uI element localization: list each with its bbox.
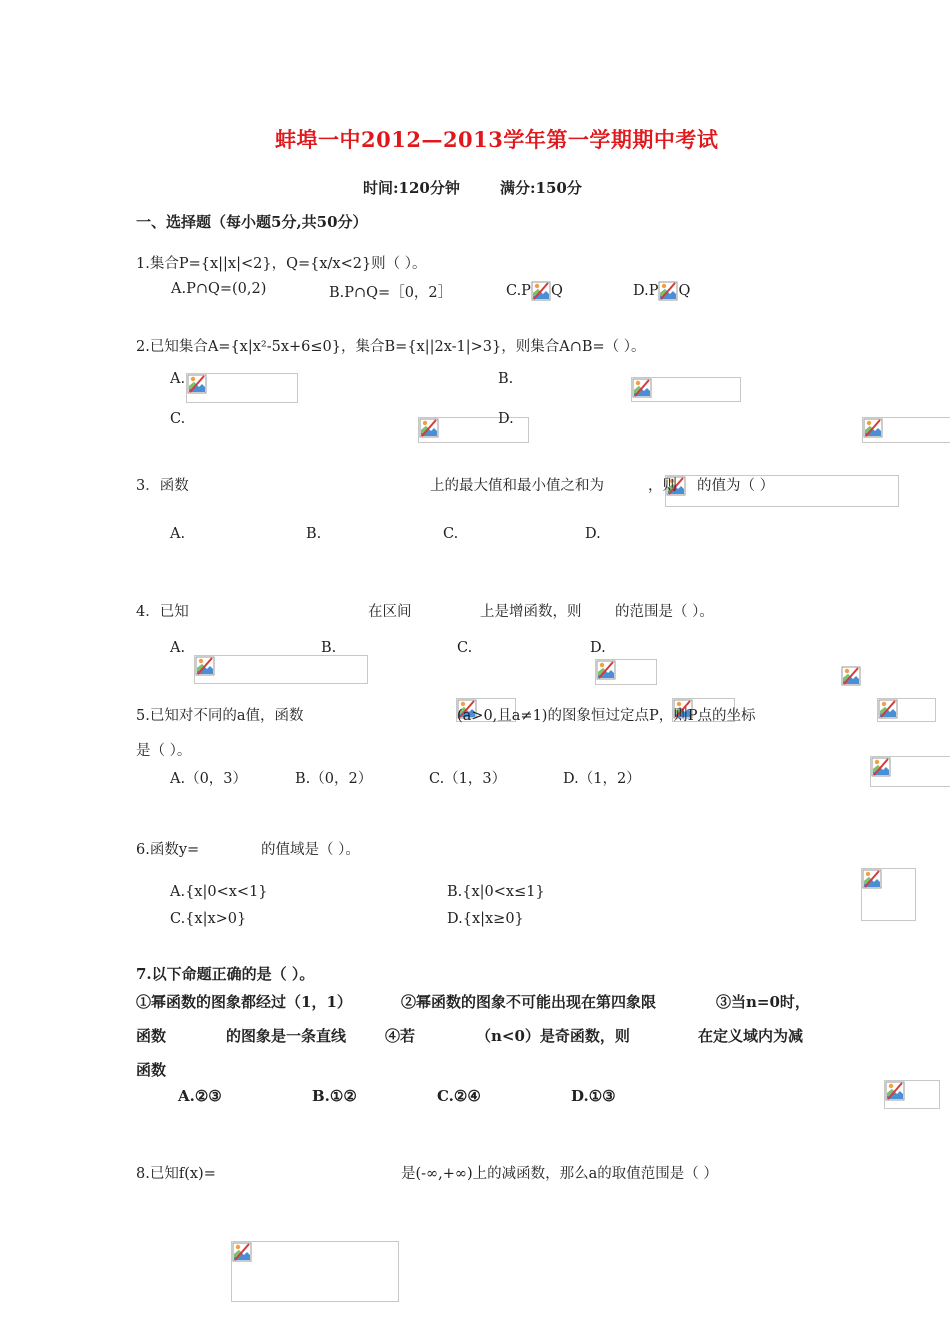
page-title: 蚌埠一中2012—2013学年第一学期期中考试 [275,127,719,152]
q5-prefix: 5.已知对不同的a值，函数 [136,708,304,724]
q7-option-d: D.①③ [571,1087,616,1105]
q3-option-a-label: A. [170,526,186,542]
q6-option-b: B.{x|0<x≤1} [447,884,545,900]
formula-image-icon [631,377,741,402]
exam-time: 时间:120分钟 [363,179,460,197]
q2-stem: 2.已知集合A={x|x²-5x+6≤0}，集合B={x||2x-1|>3}，则集合A∩B=（ ）。 [136,339,646,355]
q7-option-a: A.②③ [178,1087,222,1105]
q2-option-a-label: A. [170,371,186,387]
q5-suffix: (a>0,且a≠1)的图象恒过定点P，则P点的坐标 [457,708,756,724]
q1-option-b: B.P∩Q=［0，2］ [329,285,453,301]
q1-stem: 1.集合P={x||x|<2}，Q={x/x<2}则（ ）。 [136,256,427,272]
q5-option-a: A.（0，3） [170,771,248,787]
q3-option-c-label: C. [443,526,459,542]
q2-option-c-label: C. [170,411,186,427]
formula-image-icon [862,417,950,443]
q7-line2-e: 在定义域内为减 [698,1027,804,1045]
q6-option-a: A.{x|0<x<1} [170,884,268,900]
formula-image-icon [658,281,678,301]
q7-proposition-2: ②幂函数的图象不可能出现在第四象限 [401,993,657,1011]
q7-proposition-3: ③当n=0时， [716,993,810,1011]
q7-proposition-1: ①幂函数的图象都经过（1，1） [136,993,352,1011]
q1-option-d: D.P Q [633,283,691,299]
q7-line2-d: （n<0）是奇函数，则 [476,1027,630,1045]
formula-image-icon [186,373,298,403]
q4-middle-1: 在区间 [368,604,412,620]
exam-score: 满分:150分 [500,179,582,197]
q8-prefix: 8.已知f(x)= [136,1166,216,1182]
q3-suffix: 的值为（ ） [697,478,775,494]
formula-image-icon [841,666,861,686]
q5-option-d: D.（1，2） [563,771,641,787]
q6-prefix: 6.函数y= [136,842,200,858]
q4-option-a-label: A. [170,640,186,656]
q7-stem: 7.以下命题正确的是（ ）。 [136,965,315,983]
q2-option-b-label: B. [498,371,514,387]
q5-option-b: B.（0，2） [295,771,373,787]
formula-image-icon [884,1080,940,1109]
formula-image-icon [231,1241,399,1302]
q5-option-c: C.（1，3） [429,771,507,787]
q7-option-b: B.①② [312,1087,357,1105]
formula-image-icon [531,281,551,301]
q7-option-c: C.②④ [437,1087,481,1105]
q4-middle-2: 上是增函数，则 [480,604,582,620]
formula-image-icon [870,756,950,787]
formula-image-icon [595,659,657,685]
q4-prefix: 4．已知 [136,604,189,620]
q1-option-c: C.P Q [506,283,563,299]
q3-middle-1: 上的最大值和最小值之和为 [430,478,604,494]
formula-image-icon [877,698,936,722]
section-heading: 一、选择题（每小题5分,共50分） [136,213,368,231]
q3-prefix: 3．函数 [136,478,189,494]
q6-option-c: C.{x|x>0} [170,911,247,927]
formula-image-icon [861,868,916,921]
q4-option-c-label: C. [457,640,473,656]
q4-option-d-label: D. [590,640,606,656]
q7-line3: 函数 [136,1061,167,1079]
q6-suffix: 的值域是（ ）。 [261,842,360,858]
q3-option-b-label: B. [306,526,322,542]
q3-middle-2: ，则 [648,478,677,494]
q4-option-b-label: B. [321,640,337,656]
q1-option-a: A.P∩Q=(0,2) [171,281,267,297]
q7-proposition-4: ④若 [385,1027,416,1045]
q7-line2-a: 函数 [136,1027,167,1045]
q6-option-d: D.{x|x≥0} [447,911,524,927]
q2-option-d-label: D. [498,411,514,427]
q7-line2-b: 的图象是一条直线 [226,1027,347,1045]
q4-suffix: 的范围是（ ）。 [615,604,714,620]
formula-image-icon [194,655,368,684]
q3-option-d-label: D. [585,526,601,542]
q8-suffix: 是(-∞,+∞)上的减函数，那么a的取值范围是（ ） [401,1166,718,1182]
q5-line2: 是（ ）。 [136,743,192,759]
